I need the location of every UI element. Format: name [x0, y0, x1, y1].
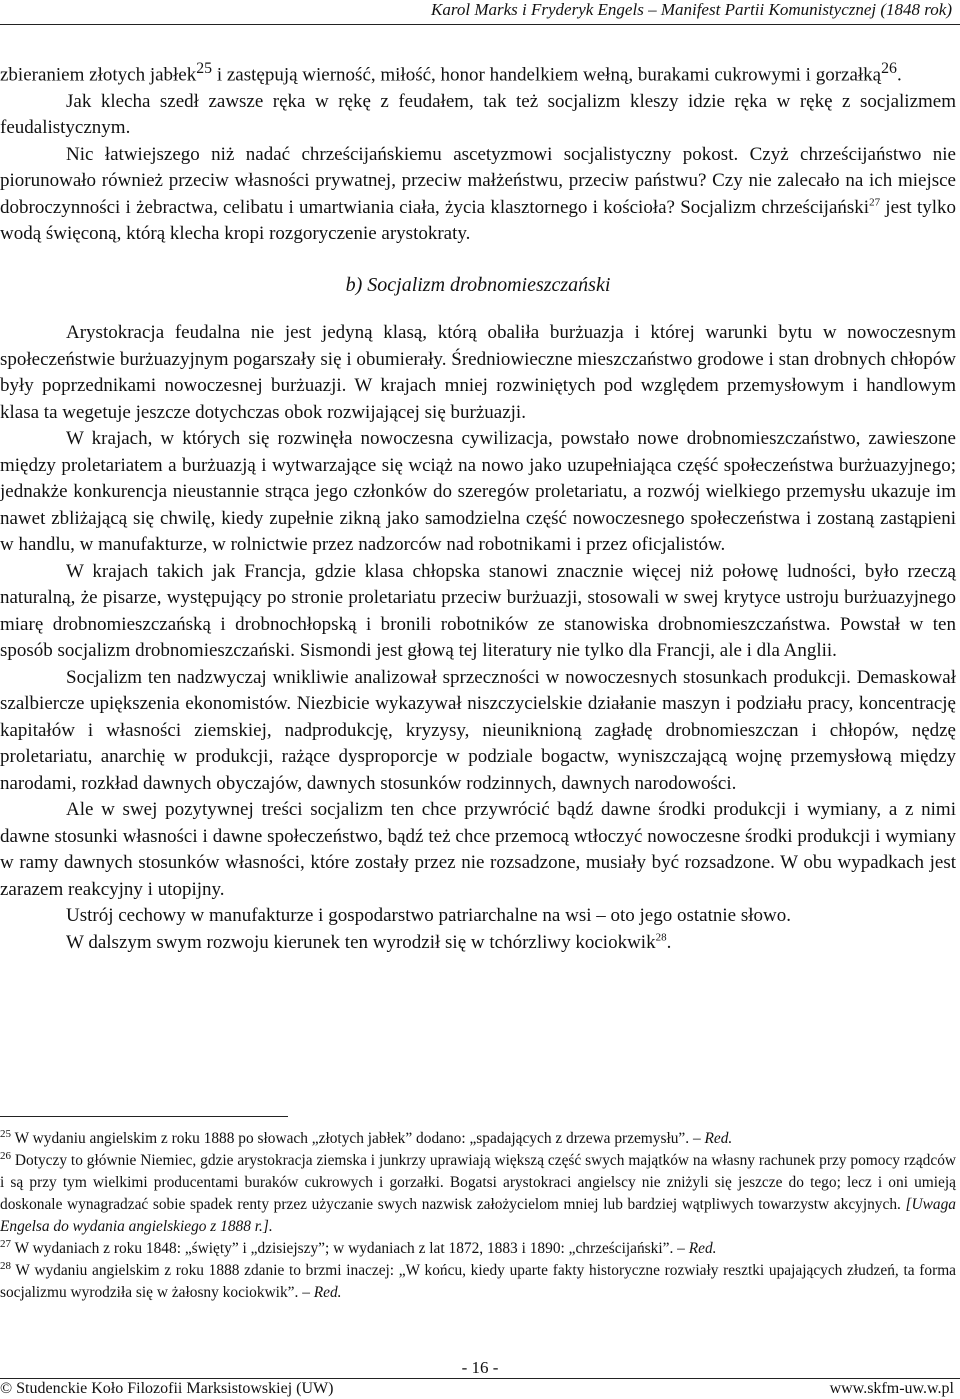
text-run: Ale w swej pozytywnej treści socjalizm ten chce przywrócić bądź dawne środki produkcji i wymiany, a z nimi dawne stosunki własności i dawne społeczeństwo, bądź też chce przemocą wtłoczyć nowoczesne środki produkcji i wymiany w ramy dawnych stosunków własności, które zostały przez nie rozsadzone, musiały być rozsadzone. W obu wypadkach jest zarazem reakcyjny i utopijny. [0, 799, 956, 900]
text-run: Socjalizm ten nadzwyczaj wnikliwie analizował sprzeczności w nowoczesnych stosunkach produkcji. Demaskował szalbiercze upiększenia ekonomistów. Niezbicie wykazywał niszczycielskie działanie maszyn i podziału pracy, koncentrację kapitałów i własności ziemskiej, nadprodukcję, kryzysy, nieuniknioną zagładę drobnomieszczan i chłopów, nędzę proletariatu, anarchię w produkcji, rażące dysproporcje w podziale bogactw, wyniszczającą wojnę przemysłową między narodami, rozkład dawnych obyczajów, dawnych stosunków rodzinnych, dawnych narodowości. [0, 666, 956, 794]
footnote-marker: 28 [0, 1259, 11, 1272]
text-run: W wydaniu angielskim z roku 1888 zdanie to brzmi inaczej: „W końcu, kiedy uparte fakty historyczne rozwiały resztki upajających złudzeń, ta forma socjalizmu wyrodziła się w żałosny kociokwik”. [0, 1262, 956, 1301]
footnote [0, 1128, 956, 1150]
page-number: - 16 - [461, 1358, 499, 1377]
text-run: jest tylko wodą święconą, którą klecha kropi rozgoryczenie arystokraty. [0, 196, 956, 245]
footnote-marker: 27 [869, 196, 881, 209]
footnote-marker: 25 [0, 1127, 11, 1140]
text-run: W wydaniu angielskim z roku 1888 po słowach „złotych jabłek” dodano: „spadających z drzewa przemysłu”. [11, 1130, 693, 1147]
text-run: W dalszym swym rozwoju kierunek ten wyrodził się w tchórzliwy kociokwik [66, 931, 656, 953]
paragraph [0, 142, 956, 248]
text-run: [Uwaga Engelsa do wydania angielskiego z 1888 r.]. [0, 1196, 956, 1235]
paragraph [0, 426, 956, 559]
footnote-marker: 26 [0, 1149, 11, 1162]
paragraph [0, 665, 956, 798]
paragraph [0, 797, 956, 903]
paragraph [0, 56, 956, 89]
section-heading: b) Socjalizm drobnomieszczański [345, 273, 611, 296]
paragraph [0, 903, 956, 930]
text-run: Nic łatwiejszego niż nadać chrześcijańskiemu ascetyzmowi socjalistyczny pokost. Czyż chrześcijaństwo nie piorunowało również przeciw własności prywatnej, przeciw małżeństwu, przeciw państwu? Czy nie zalecało na ich miejsce dobroczynności i żebractwa, celibatu i umartwiania ciała, życia klasztornego i kościoła? Socjalizm chrześcijański [0, 143, 956, 218]
footer-url[interactable]: www.skfm-uw.w.pl [829, 1380, 954, 1397]
paragraph [0, 89, 956, 142]
text-run: Arystokracja feudalna nie jest jedyną klasą, którą obaliła burżuazja i której warunki bytu w nowoczesnym społeczeństwie burżuazyjnym pogarszały się i obumierały. Średniowieczne mieszczaństwo grodowe i stan drobnych chłopów były poprzednikami nowoczesnej burżuazji. W krajach mniej rozwiniętych pod względem przemysłowym i handlowym klasa ta wegetuje jeszcze dotychczas obok rozwijającej się burżuazji. [0, 322, 956, 423]
running-header: Karol Marks i Fryderyk Engels – Manifest Partii Komunistycznej (1848 rok) [431, 0, 952, 19]
text-run: . [666, 931, 672, 953]
text-run: W wydaniach z roku 1848: „święty” i „dzisiejszy”; w wydaniach z lat 1872, 1883 i 1890: „chrześcijański”. [11, 1240, 678, 1257]
footnote-marker: 26 [881, 60, 897, 77]
text-run: zbieraniem złotych jabłek [0, 64, 197, 86]
text-run: W krajach takich jak Francja, gdzie klasa chłopska stanowi znacznie więcej niż połowę ludności, było rzeczą naturalną, że pisarze, występujący po stronie proletariatu przeciw burżuazji, stosowali w swej krytyce ustroju burżuazyjnego miarę drobnomieszczańską i drobnochłopską i bronili robotników ze stanowiska drobnomieszczaństwa. Powstał w ten sposób socjalizm drobnomieszczański. Sismondi jest głową tej literatury nie tylko dla Francji, ale i dla Anglii. [0, 560, 956, 662]
opening-paragraphs [0, 56, 956, 248]
text-run: – Red. [302, 1284, 342, 1301]
paragraph [0, 930, 956, 957]
text-run: W krajach, w których się rozwinęła nowoczesna cywilizacja, powstało nowe drobnomieszczaństwo, zawieszone między proletariatem a burżuazją i wytwarzające się wciąż na nowo jako uzupełniająca część społeczeństwa burżuazyjnego; jednakże konkurencja nieustannie strąca jego członków do szeregów proletariatu, a rozwój wielkiego przemysłu ukazuje im nawet zbliżającą się chwilę, kiedy zupełnie zikną jako samodzielna część nowoczesnego społeczeństwa i zostaną zastąpieni w handlu, w manufakturze, w rolnictwie przez nadzorców nad robotnikami i przez oficjalistów. [0, 428, 956, 556]
footer-copyright: © Studenckie Koło Filozofii Marksistowskiej (UW) [0, 1380, 334, 1397]
footnote [0, 1150, 956, 1238]
footnote-rule [0, 1116, 288, 1117]
footer-rule [0, 1378, 960, 1379]
footnote-marker: 28 [655, 931, 667, 944]
paragraph [0, 320, 956, 426]
text-run: Jak klecha szedł zawsze ręka w rękę z feudałem, tak też socjalizm kleszy idzie ręka w rękę z socjalizmem feudalistycznym. [0, 90, 956, 139]
footnotes [0, 1128, 956, 1304]
text-run: . [896, 64, 902, 86]
footnote-marker: 27 [0, 1237, 11, 1250]
main-text [0, 56, 956, 956]
footnote [0, 1238, 956, 1260]
text-run: i zastępują wierność, miłość, honor handelkiem wełną, burakami cukrowymi i gorzałką [212, 64, 882, 86]
text-run: – Red. [677, 1240, 717, 1257]
text-run: Ustrój cechowy w manufakturze i gospodarstwo patriarchalne na wsi – oto jego ostatnie słowo. [66, 905, 791, 927]
header-rule [0, 24, 960, 25]
footnote [0, 1260, 956, 1304]
text-run: Dotyczy to głównie Niemiec, gdzie arystokracja ziemska i junkrzy uprawiają większą część swych majątków na własny rachunek przy pomocy rządców i są przy tym wielkimi producentami buraków cukrowych i gorzałki. Bogatsi arystokraci angielscy nie zniżyli się jeszcze do tego; lecz i oni umieją doskonale wynagradzać sobie spadek renty przez użyczanie swych nazwisk założycielom mniej lub bardziej wątpliwych towarzystw akcyjnych. [0, 1152, 956, 1213]
paragraph [0, 559, 956, 665]
footnote-marker: 25 [196, 60, 213, 77]
text-run: – Red. [692, 1130, 733, 1147]
section-paragraphs [0, 320, 956, 956]
